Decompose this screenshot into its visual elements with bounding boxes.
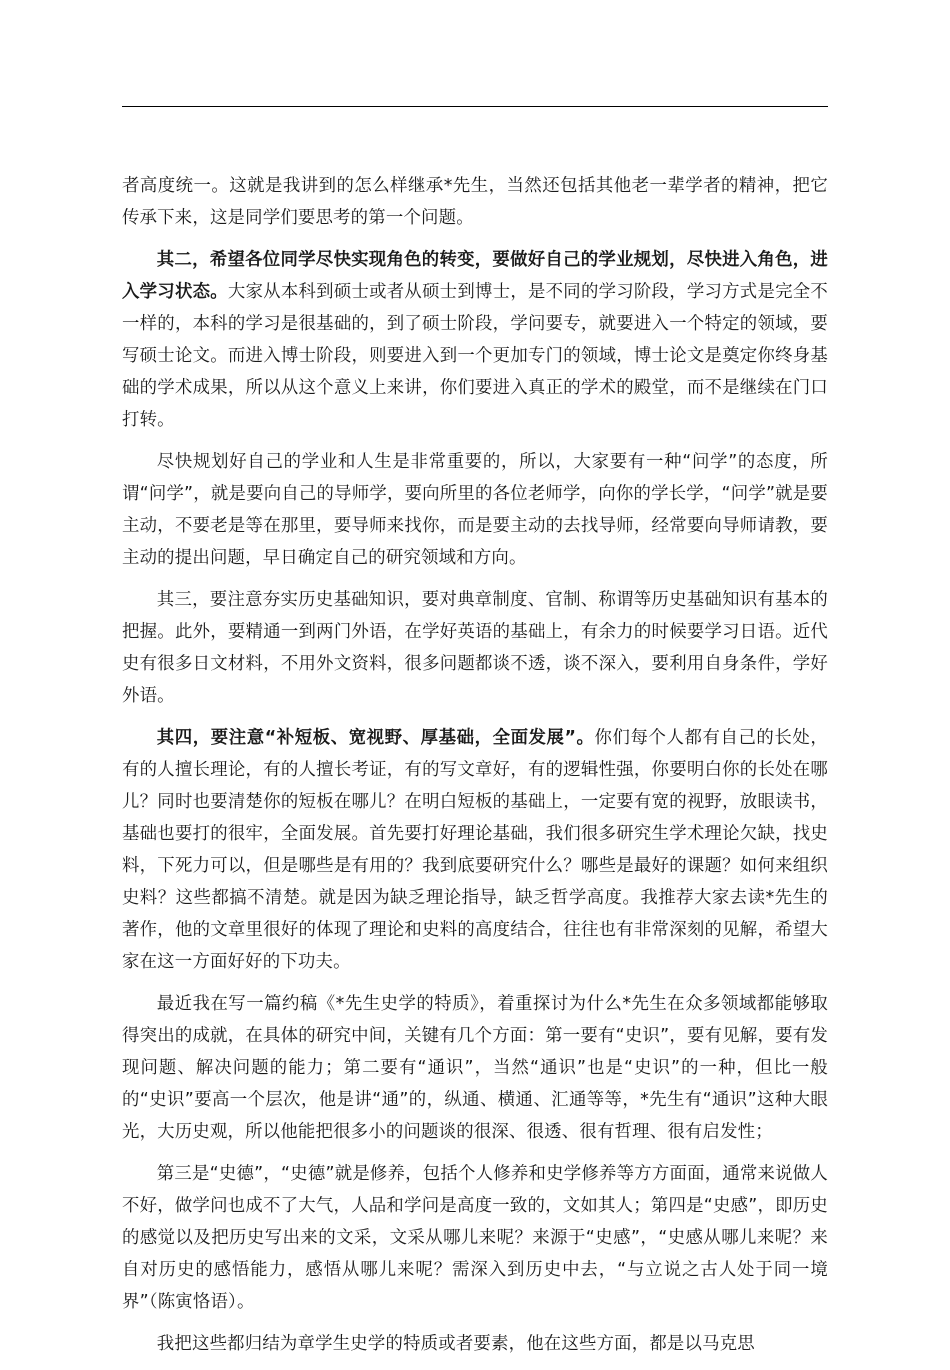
paragraph-3 [122,446,828,574]
paragraph-4 [122,584,828,712]
paragraph-7 [122,1158,828,1318]
paragraph-1-text: 者高度统一。这就是我讲到的怎么样继承*先生，当然还包括其他老一辈学者的精神，把它传承下来，这是同学们要思考的第一个问题。 [122,176,828,228]
paragraph-3-text: 尽快规划好自己的学业和人生是非常重要的，所以，大家要有一种“问学”的态度，所谓“问学”，就是要向自己的导师学，要向所里的各位老师学，向你的学长学，“问学”就是要主动，不要老是等在那里，要导师来找你，而是要主动的去找导师，经常要向导师请教，要主动的提出问题，早日确定自己的研究领域和方向。 [122,452,828,568]
paragraph-4-text: 其三，要注意夯实历史基础知识，要对典章制度、官制、称谓等历史基础知识有基本的把握。此外，要精通一到两门外语，在学好英语的基础上，有余力的时候要学习日语。近代史有很多日文材料，不用外文资料，很多问题都谈不透，谈不深入，要利用自身条件，学好外语。 [122,590,828,706]
paragraph-1 [122,170,828,234]
paragraph-8 [122,1328,828,1360]
header-rule [122,106,828,107]
paragraph-2-text: 大家从本科到硕士或者从硕士到博士，是不同的学习阶段，学习方式是完全不一样的，本科的学习是很基础的，到了硕士阶段，学问要专，就要进入一个特定的领域，要写硕士论文。而进入博士阶段，则要进入到一个更加专门的领域，博士论文是奠定你终身基础的学术成果，所以从这个意义上来讲，你们要进入真正的学术的殿堂，而不是继续在门口打转。 [122,282,829,430]
paragraph-2 [122,244,828,436]
paragraph-6-text: 最近我在写一篇约稿《*先生史学的特质》，着重探讨为什么*先生在众多领域都能够取得突出的成就，在具体的研究中间，关键有几个方面：第一要有“史识”，要有见解，要有发现问题、解决问题的能力；第二要有“通识”，当然“通识”也是“史识”的一种，但比一般的“史识”要高一个层次，他是讲“通”的，纵通、横通、汇通等等，*先生有“通识”这种大眼光，大历史观，所以他能把很多小的问题谈的很深、很透、很有哲理、很有启发性； [122,994,828,1142]
paragraph-2-heading: 其二，希望各位同学尽快实现角色的转变，要做好自己的学业规划，尽快进入角色，进入学习状态。 [122,250,828,302]
paragraph-8-text: 我把这些都归结为章学生史学的特质或者要素，他在这些方面，都是以马克思 [156,1334,755,1354]
paragraph-5-heading: 其四，要注意“补短板、宽视野、厚基础，全面发展”。 [156,728,595,748]
paragraph-5 [122,722,828,978]
paragraph-6 [122,988,828,1148]
paragraph-5-text: 你们每个人都有自己的长处，有的人擅长理论，有的人擅长考证，有的写文章好，有的逻辑性强，你要明白你的长处在哪儿？同时也要清楚你的短板在哪儿？在明白短板的基础上，一定要有宽的视野，放眼读书，基础也要打的很牢，全面发展。首先要打好理论基础，我们很多研究生学术理论欠缺，找史料，下死力可以，但是哪些是有用的？我到底要研究什么？哪些是最好的课题？如何来组织史料？这些都搞不清楚。就是因为缺乏理论指导，缺乏哲学高度。我推荐大家去读*先生的著作，他的文章里很好的体现了理论和史料的高度结合，往往也有非常深刻的见解，希望大家在这一方面好好的下功夫。 [122,728,828,972]
paragraph-7-text: 第三是“史德”，“史德”就是修养，包括个人修养和史学修养等方方面面，通常来说做人不好，做学问也成不了大气，人品和学问是高度一致的，文如其人；第四是“史感”，即历史的感觉以及把历史写出来的文采，文采从哪儿来呢？来源于“史感”，“史感从哪儿来呢？来自对历史的感悟能力，感悟从哪儿来呢？需深入到历史中去，“与立说之古人处于同一境界”（陈寅恪语）。 [122,1164,828,1312]
document-body [122,170,828,1370]
